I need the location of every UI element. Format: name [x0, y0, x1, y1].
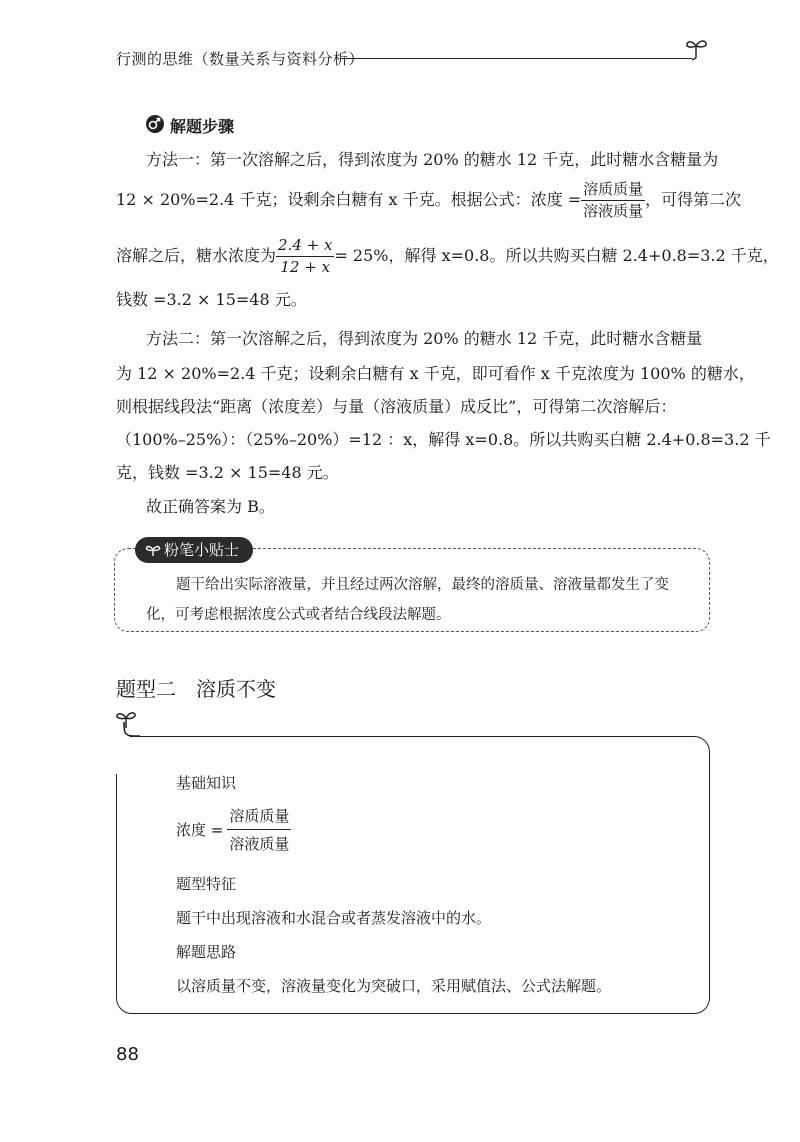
tip-line2: 化，可考虑根据浓度公式或者结合线段法解题。	[146, 607, 451, 623]
concentration-fraction	[581, 179, 645, 220]
method2-line1: 方法二：第一次溶解之后，得到浓度为 20% 的糖水 12 千克，此时糖水含糖量	[146, 329, 703, 348]
fraction-numerator: 2.4 + x	[276, 238, 334, 257]
method1-line4: 钱数 =3.2 × 15=48 元。	[116, 290, 307, 309]
formula	[176, 806, 291, 853]
approach-text: 以溶质量不变，溶液量变化为突破口，采用赋值法、公式法解题。	[176, 977, 612, 995]
method1-line3-text-a: 溶解之后，糖水浓度为	[116, 246, 277, 265]
steps-bullet-icon	[145, 114, 165, 134]
box-corner-connector	[110, 718, 140, 748]
formula-fraction	[227, 805, 291, 854]
fraction-numerator: 溶质质量	[581, 182, 645, 201]
feature-heading: 题型特征	[176, 875, 237, 893]
method1-line3-text-b: = 25%，解得 x=0.8。所以共购买白糖 2.4+0.8=3.2 千克，	[334, 246, 779, 265]
method2-line5: 克，钱数 =3.2 × 15=48 元。	[116, 463, 339, 482]
basic-knowledge-heading: 基础知识	[176, 774, 237, 792]
running-header-title: 行测的思维（数量关系与资料分析）	[116, 50, 365, 68]
formula-lhs: 浓度 =	[176, 820, 224, 839]
section-title: 题型二 溶质不变	[116, 677, 276, 701]
sugar-concentration-fraction	[276, 235, 334, 276]
method1-line2	[116, 180, 741, 220]
method1-line3	[116, 236, 779, 276]
method1-line2-text-a: 12 × 20%=2.4 千克；设剩余白糖有 x 千克。根据公式：浓度 =	[116, 190, 582, 209]
steps-heading: 解题步骤	[170, 117, 235, 136]
header-rule	[340, 58, 692, 59]
approach-heading: 解题思路	[176, 943, 237, 961]
method2-line3: 则根据线段法“距离（浓度差）与量（溶液质量）成反比”，可得第二次溶解后：	[116, 397, 677, 416]
tip-line1: 题干给出实际溶液量，并且经过两次溶解，最终的溶质量、溶液量都发生了变	[176, 577, 669, 593]
sprout-icon	[684, 36, 710, 62]
tip-label	[135, 537, 253, 563]
method2-line2: 为 12 × 20%=2.4 千克；设剩余白糖有 x 千克，即可看作 x 千克浓度为 100% 的糖水，	[116, 364, 755, 383]
method1-line2-text-b: ，可得第二次	[645, 190, 742, 209]
method1-line1: 方法一：第一次溶解之后，得到浓度为 20% 的糖水 12 千克，此时糖水含糖量为	[146, 150, 719, 169]
fraction-numerator: 溶质质量	[227, 805, 291, 830]
method2-line4: （100%–25%）：（25%–20%）=12 ：x，解得 x=0.8。所以共购买白糖 2.4+0.8=3.2 千	[116, 430, 771, 449]
answer-line: 故正确答案为 B。	[146, 497, 275, 516]
sprout-icon	[145, 543, 161, 557]
fraction-denominator: 溶液质量	[583, 201, 644, 220]
feature-text: 题干中出现溶液和水混合或者蒸发溶液中的水。	[176, 909, 492, 927]
tip-label-text: 粉笔小贴士	[164, 541, 240, 559]
fraction-denominator: 溶液质量	[229, 834, 290, 853]
page-number: 88	[116, 1044, 139, 1065]
fraction-denominator: 12 + x	[280, 257, 331, 276]
